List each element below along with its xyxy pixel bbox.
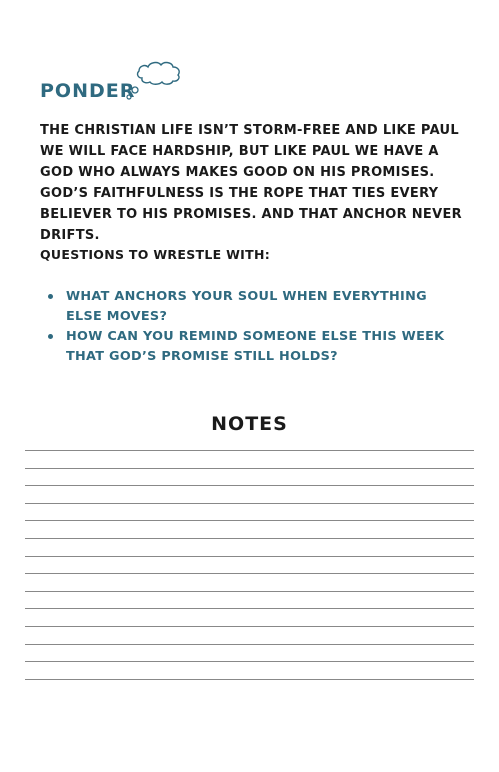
note-line[interactable] xyxy=(25,661,474,662)
question-text: HOW CAN YOU REMIND SOMEONE ELSE THIS WEEK THAT GOD’S PROMISE STILL HOLDS? xyxy=(66,329,445,364)
notes-title: NOTES xyxy=(211,413,288,435)
bullet-icon xyxy=(48,294,53,299)
note-line[interactable] xyxy=(25,520,474,521)
note-line[interactable] xyxy=(25,503,474,504)
question-item xyxy=(48,327,458,367)
note-line[interactable] xyxy=(25,644,474,645)
questions-list xyxy=(48,287,458,367)
note-line[interactable] xyxy=(25,468,474,469)
devotional-paragraph: THE CHRISTIAN LIFE ISN’T STORM-FREE AND LIKE PAUL WE WILL FACE HARDSHIP, BUT LIKE PAUL WE HAVE A GOD WHO ALWAYS MAKES GOOD ON HIS PROMISES. GOD’S FAITHFULNESS IS THE ROPE THAT TIES EVERY BELIEVER TO HIS PROMISES. AND THAT ANCHOR NEVER DRIFTS. xyxy=(40,123,462,243)
note-line[interactable] xyxy=(25,485,474,486)
questions-heading: QUESTIONS TO WRESTLE WITH: xyxy=(40,247,271,262)
note-line[interactable] xyxy=(25,450,474,451)
note-line[interactable] xyxy=(25,556,474,557)
note-line[interactable] xyxy=(25,591,474,592)
note-line[interactable] xyxy=(25,608,474,609)
question-item xyxy=(48,287,458,327)
bullet-icon xyxy=(48,334,53,339)
ponder-title: PONDER xyxy=(40,80,136,102)
question-text: WHAT ANCHORS YOUR SOUL WHEN EVERYTHING ELSE MOVES? xyxy=(66,289,427,324)
note-line[interactable] xyxy=(25,538,474,539)
ponder-header xyxy=(40,58,190,108)
note-line[interactable] xyxy=(25,626,474,627)
note-line[interactable] xyxy=(25,573,474,574)
thought-bubble-icon xyxy=(126,58,186,104)
note-line[interactable] xyxy=(25,679,474,680)
